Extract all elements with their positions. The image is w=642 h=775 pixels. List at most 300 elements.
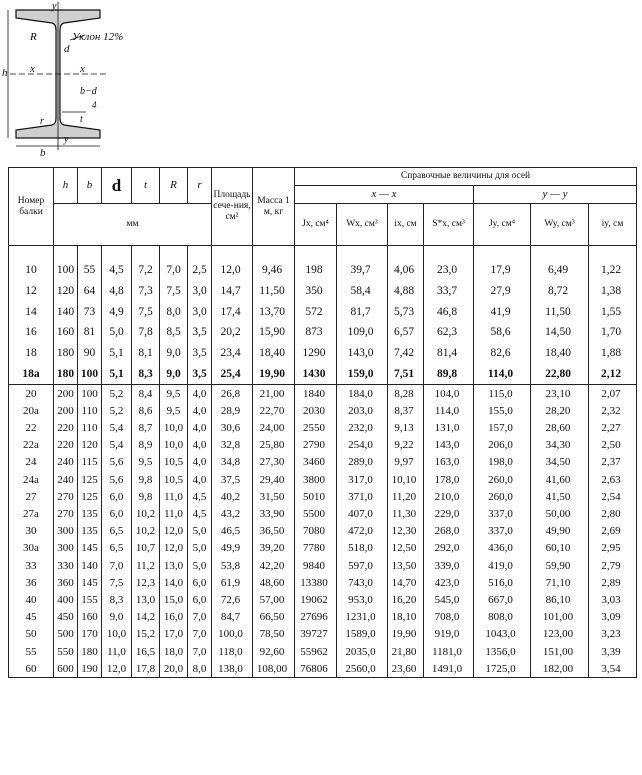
mm-unit-header: мм xyxy=(54,204,212,246)
cell-b: 170 xyxy=(78,626,102,643)
col-ix: ix, см xyxy=(388,204,424,246)
cell-Jx: 7080 xyxy=(295,523,337,540)
cell-Wy: 22,80 xyxy=(531,363,589,384)
cell-h: 550 xyxy=(54,643,78,660)
cell-iy: 3,03 xyxy=(589,591,637,608)
cell-Wx: 232,0 xyxy=(337,420,388,437)
cell-ix: 14,70 xyxy=(388,574,424,591)
cell-Wx: 184,0 xyxy=(337,385,388,403)
cell-R: 17,0 xyxy=(160,626,188,643)
cell-mass: 11,50 xyxy=(253,281,295,302)
cell-Wy: 60,10 xyxy=(531,540,589,557)
cell-area: 30,6 xyxy=(212,420,253,437)
table-row xyxy=(9,574,637,591)
cell-mass: 27,30 xyxy=(253,454,295,471)
cell-Wy: 41,60 xyxy=(531,471,589,488)
cell-Wx: 2035,0 xyxy=(337,643,388,660)
cell-Wx: 289,0 xyxy=(337,454,388,471)
cell-R: 9,5 xyxy=(160,402,188,419)
cell-r: 7,0 xyxy=(188,643,212,660)
cell-beam-number: 10 xyxy=(9,246,54,281)
table-row xyxy=(9,660,637,678)
cell-b: 55 xyxy=(78,246,102,281)
cell-beam-number: 33 xyxy=(9,557,54,574)
cell-h: 220 xyxy=(54,420,78,437)
cell-beam-number: 24а xyxy=(9,471,54,488)
cell-Wy: 101,00 xyxy=(531,609,589,626)
cell-beam-number: 55 xyxy=(9,643,54,660)
cell-Wx: 371,0 xyxy=(337,488,388,505)
cell-ix: 19,90 xyxy=(388,626,424,643)
cell-Jy: 115,0 xyxy=(474,385,531,403)
cell-iy: 2,54 xyxy=(589,488,637,505)
cell-d: 5,2 xyxy=(102,402,132,419)
cell-Sx: 229,0 xyxy=(424,505,474,522)
cell-h: 300 xyxy=(54,523,78,540)
cell-beam-number: 22а xyxy=(9,437,54,454)
table-row xyxy=(9,471,637,488)
cell-Jy: 337,0 xyxy=(474,505,531,522)
cell-r: 4,5 xyxy=(188,505,212,522)
cell-area: 20,2 xyxy=(212,322,253,343)
axis-yy-header: y — y xyxy=(474,186,637,204)
cell-d: 4,5 xyxy=(102,246,132,281)
cell-iy: 3,54 xyxy=(589,660,637,678)
cell-r: 4,0 xyxy=(188,454,212,471)
cell-Sx: 545,0 xyxy=(424,591,474,608)
cell-d: 5,4 xyxy=(102,420,132,437)
cell-r: 5,0 xyxy=(188,540,212,557)
cell-Wx: 317,0 xyxy=(337,471,388,488)
fig-label-b-minus-d: b−d xyxy=(80,86,97,97)
cell-Sx: 104,0 xyxy=(424,385,474,403)
cell-R: 16,0 xyxy=(160,609,188,626)
cell-b: 81 xyxy=(78,322,102,343)
cell-b: 73 xyxy=(78,301,102,322)
cell-Jy: 155,0 xyxy=(474,402,531,419)
col-mass: Масса 1 м, кг xyxy=(253,168,295,246)
cell-Jx: 2030 xyxy=(295,402,337,419)
cell-iy: 2,63 xyxy=(589,471,637,488)
cell-t: 11,2 xyxy=(132,557,160,574)
cell-iy: 2,37 xyxy=(589,454,637,471)
cell-area: 118,0 xyxy=(212,643,253,660)
cell-beam-number: 14 xyxy=(9,301,54,322)
cell-iy: 2,50 xyxy=(589,437,637,454)
cell-Wy: 23,10 xyxy=(531,385,589,403)
cell-r: 2,5 xyxy=(188,246,212,281)
cell-Wx: 58,4 xyxy=(337,281,388,302)
cell-r: 4,0 xyxy=(188,402,212,419)
cell-d: 7,0 xyxy=(102,557,132,574)
table-row xyxy=(9,523,637,540)
col-r: r xyxy=(188,168,212,204)
cell-R: 14,0 xyxy=(160,574,188,591)
cell-r: 3,0 xyxy=(188,301,212,322)
cell-ix: 13,50 xyxy=(388,557,424,574)
cell-iy: 3,39 xyxy=(589,643,637,660)
cell-ix: 8,37 xyxy=(388,402,424,419)
cell-Jx: 39727 xyxy=(295,626,337,643)
cell-Wx: 143,0 xyxy=(337,343,388,364)
cell-b: 190 xyxy=(78,660,102,678)
cell-Wy: 123,00 xyxy=(531,626,589,643)
cell-mass: 29,40 xyxy=(253,471,295,488)
cell-mass: 36,50 xyxy=(253,523,295,540)
cell-r: 4,0 xyxy=(188,420,212,437)
cell-iy: 2,27 xyxy=(589,420,637,437)
cell-Jx: 1430 xyxy=(295,363,337,384)
cell-area: 49,9 xyxy=(212,540,253,557)
cell-area: 84,7 xyxy=(212,609,253,626)
cell-iy: 1,55 xyxy=(589,301,637,322)
col-h: h xyxy=(54,168,78,204)
cell-h: 360 xyxy=(54,574,78,591)
cell-Jx: 5500 xyxy=(295,505,337,522)
cell-Sx: 163,0 xyxy=(424,454,474,471)
table-row xyxy=(9,363,637,384)
cell-h: 200 xyxy=(54,385,78,403)
cell-iy: 1,88 xyxy=(589,343,637,364)
cell-Jy: 419,0 xyxy=(474,557,531,574)
cell-Wx: 1231,0 xyxy=(337,609,388,626)
cell-r: 6,0 xyxy=(188,574,212,591)
cell-ix: 4,06 xyxy=(388,246,424,281)
cell-r: 7,0 xyxy=(188,626,212,643)
table-body xyxy=(9,246,637,678)
cell-area: 25,4 xyxy=(212,363,253,384)
cell-Wx: 407,0 xyxy=(337,505,388,522)
cell-mass: 33,90 xyxy=(253,505,295,522)
table-header xyxy=(9,168,637,246)
table-row xyxy=(9,540,637,557)
fig-label-four: 4 xyxy=(92,100,97,110)
beam-properties-table xyxy=(8,167,637,678)
cell-beam-number: 12 xyxy=(9,281,54,302)
cell-area: 72,6 xyxy=(212,591,253,608)
cell-h: 300 xyxy=(54,540,78,557)
cell-area: 12,0 xyxy=(212,246,253,281)
cell-iy: 2,89 xyxy=(589,574,637,591)
cell-t: 10,2 xyxy=(132,505,160,522)
cell-h: 220 xyxy=(54,437,78,454)
cell-Wy: 34,50 xyxy=(531,454,589,471)
cell-r: 8,0 xyxy=(188,660,212,678)
cell-Sx: 33,7 xyxy=(424,281,474,302)
fig-label-d: d xyxy=(64,43,70,55)
cell-Jy: 58,6 xyxy=(474,322,531,343)
col-b: b xyxy=(78,168,102,204)
cell-Wy: 28,60 xyxy=(531,420,589,437)
cell-area: 37,5 xyxy=(212,471,253,488)
cell-beam-number: 22 xyxy=(9,420,54,437)
cell-area: 53,8 xyxy=(212,557,253,574)
cell-Jx: 13380 xyxy=(295,574,337,591)
cell-Jx: 572 xyxy=(295,301,337,322)
col-Jy: Jy, см⁴ xyxy=(474,204,531,246)
cell-Jy: 157,0 xyxy=(474,420,531,437)
fig-label-b: b xyxy=(40,147,46,159)
cell-h: 330 xyxy=(54,557,78,574)
cell-area: 40,2 xyxy=(212,488,253,505)
cell-area: 138,0 xyxy=(212,660,253,678)
cell-beam-number: 24 xyxy=(9,454,54,471)
cell-ix: 8,28 xyxy=(388,385,424,403)
cell-R: 11,0 xyxy=(160,505,188,522)
reference-values-header: Справочные величины для осей xyxy=(295,168,637,186)
cell-h: 200 xyxy=(54,402,78,419)
table-row xyxy=(9,643,637,660)
col-iy: iy, см xyxy=(589,204,637,246)
cell-Wx: 39,7 xyxy=(337,246,388,281)
cell-Jx: 3460 xyxy=(295,454,337,471)
cell-beam-number: 16 xyxy=(9,322,54,343)
cell-iy: 2,12 xyxy=(589,363,637,384)
cell-mass: 66,50 xyxy=(253,609,295,626)
cell-t: 8,6 xyxy=(132,402,160,419)
cell-beam-number: 40 xyxy=(9,591,54,608)
table-row xyxy=(9,626,637,643)
cell-Jy: 260,0 xyxy=(474,488,531,505)
cell-t: 13,0 xyxy=(132,591,160,608)
cell-mass: 18,40 xyxy=(253,343,295,364)
cell-mass: 15,90 xyxy=(253,322,295,343)
cell-r: 3,5 xyxy=(188,322,212,343)
cell-b: 125 xyxy=(78,488,102,505)
cell-b: 120 xyxy=(78,437,102,454)
col-Wy: Wy, см³ xyxy=(531,204,589,246)
cell-t: 8,3 xyxy=(132,363,160,384)
cell-Wx: 743,0 xyxy=(337,574,388,591)
cell-Sx: 268,0 xyxy=(424,523,474,540)
cell-ix: 18,10 xyxy=(388,609,424,626)
cell-R: 12,0 xyxy=(160,523,188,540)
cell-ix: 7,51 xyxy=(388,363,424,384)
cell-d: 6,5 xyxy=(102,523,132,540)
cell-mass: 42,20 xyxy=(253,557,295,574)
cell-Jy: 260,0 xyxy=(474,471,531,488)
cell-h: 180 xyxy=(54,343,78,364)
cell-t: 10,7 xyxy=(132,540,160,557)
col-area: Площадь сече-ния, см² xyxy=(212,168,253,246)
cell-iy: 1,70 xyxy=(589,322,637,343)
cell-d: 5,4 xyxy=(102,437,132,454)
cell-area: 43,2 xyxy=(212,505,253,522)
table-row xyxy=(9,454,637,471)
table-row xyxy=(9,591,637,608)
cell-R: 9,0 xyxy=(160,343,188,364)
cell-Jy: 17,9 xyxy=(474,246,531,281)
cell-r: 3,0 xyxy=(188,281,212,302)
fig-label-x-left: x xyxy=(30,63,35,75)
cell-Jy: 667,0 xyxy=(474,591,531,608)
cell-R: 10,0 xyxy=(160,420,188,437)
cell-r: 5,0 xyxy=(188,557,212,574)
cell-area: 17,4 xyxy=(212,301,253,322)
cell-ix: 21,80 xyxy=(388,643,424,660)
cell-d: 5,2 xyxy=(102,385,132,403)
cell-beam-number: 30а xyxy=(9,540,54,557)
cell-R: 9,5 xyxy=(160,385,188,403)
cell-d: 6,0 xyxy=(102,505,132,522)
cell-ix: 11,20 xyxy=(388,488,424,505)
cell-Sx: 1181,0 xyxy=(424,643,474,660)
cell-t: 10,2 xyxy=(132,523,160,540)
cell-Wx: 472,0 xyxy=(337,523,388,540)
cell-Sx: 81,4 xyxy=(424,343,474,364)
cell-d: 5,6 xyxy=(102,471,132,488)
cell-ix: 4,88 xyxy=(388,281,424,302)
axis-xx-header: x — x xyxy=(295,186,474,204)
cell-Wx: 109,0 xyxy=(337,322,388,343)
cell-beam-number: 18 xyxy=(9,343,54,364)
cell-t: 14,2 xyxy=(132,609,160,626)
cell-h: 450 xyxy=(54,609,78,626)
col-R: R xyxy=(160,168,188,204)
cell-iy: 2,80 xyxy=(589,505,637,522)
cell-Sx: 62,3 xyxy=(424,322,474,343)
cell-area: 14,7 xyxy=(212,281,253,302)
cell-R: 7,5 xyxy=(160,281,188,302)
cell-t: 9,5 xyxy=(132,454,160,471)
cell-Wy: 86,10 xyxy=(531,591,589,608)
cell-ix: 9,22 xyxy=(388,437,424,454)
cell-mass: 108,00 xyxy=(253,660,295,678)
cell-mass: 48,60 xyxy=(253,574,295,591)
col-Jx: Jx, см⁴ xyxy=(295,204,337,246)
cell-d: 4,8 xyxy=(102,281,132,302)
cell-t: 8,7 xyxy=(132,420,160,437)
cell-d: 5,0 xyxy=(102,322,132,343)
cell-Sx: 708,0 xyxy=(424,609,474,626)
cell-ix: 9,97 xyxy=(388,454,424,471)
cell-Sx: 114,0 xyxy=(424,402,474,419)
cell-d: 6,5 xyxy=(102,540,132,557)
cell-Jx: 1840 xyxy=(295,385,337,403)
table-row xyxy=(9,557,637,574)
fig-label-slope: Уклон 12% xyxy=(72,31,124,43)
cell-ix: 12,50 xyxy=(388,540,424,557)
cell-Wx: 597,0 xyxy=(337,557,388,574)
cell-Jy: 41,9 xyxy=(474,301,531,322)
cell-Jx: 198 xyxy=(295,246,337,281)
cell-h: 140 xyxy=(54,301,78,322)
cell-b: 155 xyxy=(78,591,102,608)
cell-iy: 1,38 xyxy=(589,281,637,302)
cell-r: 4,0 xyxy=(188,385,212,403)
cell-b: 100 xyxy=(78,385,102,403)
cell-Jx: 2790 xyxy=(295,437,337,454)
cell-Wy: 18,40 xyxy=(531,343,589,364)
cell-Jy: 27,9 xyxy=(474,281,531,302)
cell-b: 110 xyxy=(78,402,102,419)
cell-r: 3,5 xyxy=(188,343,212,364)
cell-h: 270 xyxy=(54,488,78,505)
cell-b: 110 xyxy=(78,420,102,437)
cell-mass: 39,20 xyxy=(253,540,295,557)
col-Wx: Wx, см³ xyxy=(337,204,388,246)
cell-mass: 13,70 xyxy=(253,301,295,322)
cell-Wy: 34,30 xyxy=(531,437,589,454)
cell-ix: 6,57 xyxy=(388,322,424,343)
cell-b: 145 xyxy=(78,540,102,557)
cell-R: 8,0 xyxy=(160,301,188,322)
cell-t: 16,5 xyxy=(132,643,160,660)
cell-beam-number: 20а xyxy=(9,402,54,419)
cell-Wy: 71,10 xyxy=(531,574,589,591)
cell-Jy: 1356,0 xyxy=(474,643,531,660)
cell-t: 7,2 xyxy=(132,246,160,281)
cell-t: 15,2 xyxy=(132,626,160,643)
cell-Jy: 114,0 xyxy=(474,363,531,384)
cell-b: 125 xyxy=(78,471,102,488)
col-t: t xyxy=(132,168,160,204)
cell-h: 100 xyxy=(54,246,78,281)
cell-d: 5,1 xyxy=(102,363,132,384)
cell-Wx: 203,0 xyxy=(337,402,388,419)
table-row xyxy=(9,385,637,403)
cell-area: 23,4 xyxy=(212,343,253,364)
cell-Jx: 7780 xyxy=(295,540,337,557)
fig-label-r: r xyxy=(40,116,44,127)
cell-Jx: 55962 xyxy=(295,643,337,660)
fig-label-y-bottom: y xyxy=(64,134,69,145)
table-row xyxy=(9,420,637,437)
cell-ix: 5,73 xyxy=(388,301,424,322)
cell-b: 100 xyxy=(78,363,102,384)
cell-h: 160 xyxy=(54,322,78,343)
col-d: d xyxy=(102,168,132,204)
cell-beam-number: 60 xyxy=(9,660,54,678)
fig-label-h: h xyxy=(2,67,8,79)
cell-mass: 25,80 xyxy=(253,437,295,454)
cell-ix: 7,42 xyxy=(388,343,424,364)
fig-label-R: R xyxy=(30,31,37,43)
table-row xyxy=(9,246,637,281)
cell-d: 5,6 xyxy=(102,454,132,471)
cell-b: 145 xyxy=(78,574,102,591)
cell-beam-number: 27а xyxy=(9,505,54,522)
cell-beam-number: 18а xyxy=(9,363,54,384)
cell-mass: 9,46 xyxy=(253,246,295,281)
cell-mass: 92,60 xyxy=(253,643,295,660)
cell-Sx: 46,8 xyxy=(424,301,474,322)
cell-d: 10,0 xyxy=(102,626,132,643)
cell-Jx: 19062 xyxy=(295,591,337,608)
cell-b: 135 xyxy=(78,505,102,522)
cell-h: 240 xyxy=(54,454,78,471)
cell-Wy: 6,49 xyxy=(531,246,589,281)
cell-R: 12,0 xyxy=(160,540,188,557)
cell-h: 270 xyxy=(54,505,78,522)
cell-Wy: 11,50 xyxy=(531,301,589,322)
cell-beam-number: 20 xyxy=(9,385,54,403)
cell-r: 5,0 xyxy=(188,523,212,540)
cell-beam-number: 30 xyxy=(9,523,54,540)
cell-Wy: 14,50 xyxy=(531,322,589,343)
cell-beam-number: 36 xyxy=(9,574,54,591)
cell-h: 240 xyxy=(54,471,78,488)
cell-Sx: 919,0 xyxy=(424,626,474,643)
cell-d: 9,0 xyxy=(102,609,132,626)
cell-Jy: 198,0 xyxy=(474,454,531,471)
cell-Jx: 27696 xyxy=(295,609,337,626)
cell-Jx: 1290 xyxy=(295,343,337,364)
table-row xyxy=(9,437,637,454)
cell-ix: 23,60 xyxy=(388,660,424,678)
cell-area: 32,8 xyxy=(212,437,253,454)
cell-ix: 12,30 xyxy=(388,523,424,540)
